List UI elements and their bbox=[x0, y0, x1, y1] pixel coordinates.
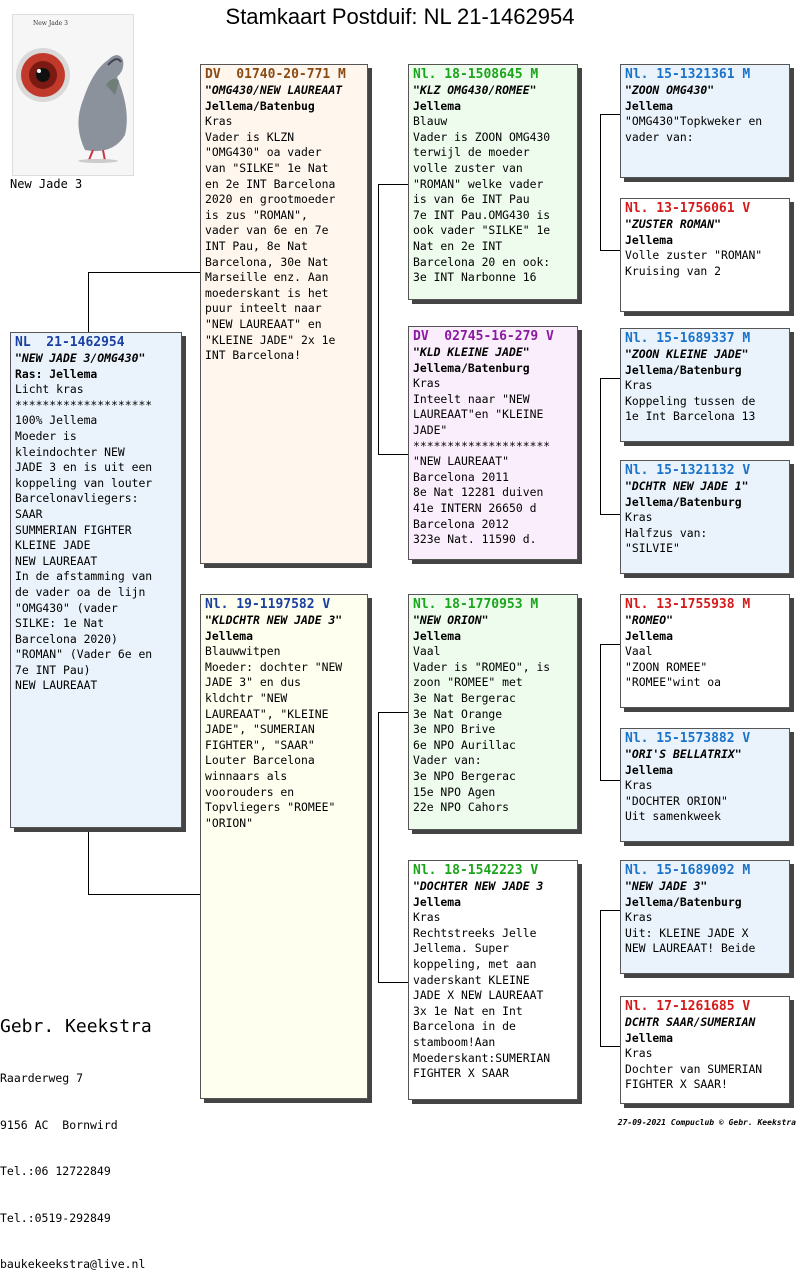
owner: Jellema bbox=[625, 762, 674, 777]
note-line: terwijl de moeder bbox=[413, 145, 530, 160]
note-line: Dochter van SUMERIAN bbox=[625, 1061, 763, 1076]
note-line: "ROMEE"wint oa bbox=[625, 675, 722, 690]
connector bbox=[600, 114, 601, 250]
owner: Jellema bbox=[413, 894, 462, 909]
ring-number: Nl. 15-1321132 V bbox=[625, 463, 751, 478]
note-line: SUMMERIAN FIGHTER bbox=[15, 522, 132, 537]
connector bbox=[378, 982, 408, 983]
connector bbox=[88, 272, 200, 273]
note-line: Nat en 2e INT bbox=[413, 238, 503, 253]
note-line: Kras bbox=[413, 376, 441, 391]
note-line: JADE 3 en is uit een bbox=[15, 460, 153, 475]
connector bbox=[600, 114, 620, 115]
note-line: Vader van: bbox=[413, 753, 482, 768]
mother-card bbox=[200, 594, 368, 1099]
connector bbox=[600, 780, 620, 781]
note-line: koppeling, met aan bbox=[413, 956, 537, 971]
note-line: kldchtr "NEW bbox=[205, 690, 288, 705]
note-line: "OMG430" (vader bbox=[15, 600, 118, 615]
note-line: puur inteelt naar bbox=[205, 301, 322, 316]
owner: Jellema bbox=[625, 628, 674, 643]
note-line: Barcelona 2020) bbox=[15, 631, 118, 646]
note-line: Halfzus van: bbox=[625, 525, 708, 540]
connector bbox=[88, 272, 89, 334]
owner: Jellema bbox=[625, 232, 674, 247]
note-line: Kras bbox=[625, 510, 653, 525]
connector bbox=[600, 378, 620, 379]
note-line: en 2e INT Barcelona bbox=[205, 176, 336, 191]
note-line: Moederskant:SUMERIAN bbox=[413, 1050, 551, 1065]
owner: Jellema bbox=[413, 628, 462, 643]
pigeon-name: DCHTR SAAR/SUMERIAN bbox=[625, 1015, 756, 1029]
note-line: JADE" bbox=[413, 422, 448, 437]
note-line: 41e INTERN 26650 d bbox=[413, 500, 537, 515]
note-line: stamboom!Aan bbox=[413, 1034, 496, 1049]
connector bbox=[88, 894, 200, 895]
pigeon-name: "NEW JADE 3" bbox=[625, 879, 708, 893]
connector bbox=[88, 828, 89, 894]
note-line: 7e INT Pau.OMG430 is bbox=[413, 207, 551, 222]
note-line: de vader oa de lijn bbox=[15, 584, 146, 599]
note-line: "SILVIE" bbox=[625, 541, 680, 556]
owner: Jellema/Batenburg bbox=[625, 494, 742, 509]
note-line: 7e INT Pau) bbox=[15, 662, 91, 677]
pigeon-name: "KLD KLEINE JADE" bbox=[413, 345, 530, 359]
owner: Jellema bbox=[625, 98, 674, 113]
note-line: van "SILKE" 1e Nat bbox=[205, 160, 329, 175]
note-line: vader van 6e en 7e bbox=[205, 223, 329, 238]
paternal-grandfather-card bbox=[408, 64, 578, 300]
connector bbox=[378, 712, 379, 982]
note-line: 323e Nat. 11590 d. bbox=[413, 532, 537, 547]
note-line: 6e NPO Aurillac bbox=[413, 737, 516, 752]
ring-number: Nl. 15-1689337 M bbox=[625, 331, 751, 346]
note-line: LAUREAAT"en "KLEINE bbox=[413, 407, 544, 422]
note-line: Vaal bbox=[625, 644, 653, 659]
ring-number: Nl. 19-1197582 V bbox=[205, 597, 331, 612]
pigeon-image bbox=[13, 15, 133, 175]
owner: Ras: Jellema bbox=[15, 366, 98, 381]
note-line: Rechtstreeks Jelle bbox=[413, 925, 537, 940]
note-line: Barcelona, 30e Nat bbox=[205, 254, 329, 269]
note-line: "ROMAN" welke vader bbox=[413, 176, 544, 191]
ring-number: DV 02745-16-279 V bbox=[413, 329, 554, 344]
note-line: "ORION" bbox=[205, 815, 254, 830]
owner: Jellema bbox=[625, 1030, 674, 1045]
ring-number: Nl. 15-1321361 M bbox=[625, 67, 751, 82]
note-line: SILKE: 1e Nat bbox=[15, 616, 105, 631]
note-line: NEW LAUREAAT bbox=[15, 678, 98, 693]
ggp-card-fmf bbox=[620, 328, 790, 442]
ggp-card-mfm bbox=[620, 728, 790, 842]
note-line: LAUREAAT", "KLEINE bbox=[205, 706, 329, 721]
note-line: zoon "ROMEE" met bbox=[413, 675, 523, 690]
note-line: "KLEINE JADE" 2x 1e bbox=[205, 332, 336, 347]
pigeon-name: "ZUSTER ROMAN" bbox=[625, 217, 722, 231]
connector bbox=[600, 644, 620, 645]
note-line: moederskant is het bbox=[205, 285, 329, 300]
breeder-name: Gebr. Keekstra bbox=[0, 1016, 152, 1037]
connector bbox=[600, 910, 620, 911]
note-line: Jellema. Super bbox=[413, 941, 510, 956]
note-line: JADE 3" en dus bbox=[205, 675, 302, 690]
note-line: 22e NPO Cahors bbox=[413, 800, 510, 815]
note-line: 2020 en grootmoeder bbox=[205, 192, 336, 207]
note-line: Kras bbox=[625, 378, 653, 393]
connector bbox=[378, 454, 408, 455]
pigeon-name: "NEW JADE 3/OMG430" bbox=[15, 351, 146, 365]
pigeon-photo bbox=[12, 14, 134, 176]
note-line: Vader is KLZN bbox=[205, 129, 295, 144]
note-line: 8e Nat 12281 duiven bbox=[413, 485, 544, 500]
pigeon-name: "DOCHTER NEW JADE 3 bbox=[413, 879, 544, 893]
pigeon-name: "DCHTR NEW JADE 1" bbox=[625, 479, 749, 493]
note-line: "ROMAN" (Vader 6e en bbox=[15, 647, 153, 662]
note-line: 3e Nat Orange bbox=[413, 706, 503, 721]
paternal-grandmother-card bbox=[408, 326, 578, 560]
note-line: Kras bbox=[625, 778, 653, 793]
ring-number: Nl. 15-1573882 V bbox=[625, 731, 751, 746]
ring-number: DV 01740-20-771 M bbox=[205, 67, 346, 82]
note-line: vaderskant KLEINE bbox=[413, 972, 530, 987]
note-line: ******************** bbox=[15, 397, 153, 412]
note-line: NEW LAUREAAT bbox=[15, 553, 98, 568]
ring-number: NL 21-1462954 bbox=[15, 335, 125, 350]
note-line: 15e NPO Agen bbox=[413, 784, 496, 799]
pigeon-name: "ORI'S BELLATRIX" bbox=[625, 747, 742, 761]
note-line: Vader is "ROMEO", is bbox=[413, 659, 551, 674]
note-line: FIGHTER", "SAAR" bbox=[205, 737, 315, 752]
ring-number: Nl. 18-1508645 M bbox=[413, 67, 539, 82]
note-line: Uit: KLEINE JADE X bbox=[625, 925, 749, 940]
ggp-card-ffm bbox=[620, 198, 790, 312]
note-line: INT Pau, 8e Nat bbox=[205, 238, 308, 253]
note-line: 3e NPO Brive bbox=[413, 722, 496, 737]
contact-line: Tel.:0519-292849 bbox=[0, 1210, 111, 1225]
note-line: In de afstamming van bbox=[15, 569, 153, 584]
pigeon-name: "KLDCHTR NEW JADE 3" bbox=[205, 613, 343, 627]
note-line: Marseille enz. Aan bbox=[205, 270, 329, 285]
note-line: voorouders en bbox=[205, 784, 295, 799]
note-line: Barcelona 2012 bbox=[413, 516, 510, 531]
note-line: ******************** bbox=[413, 438, 551, 453]
connector bbox=[378, 184, 379, 454]
pigeon-name: "ROMEO" bbox=[625, 613, 674, 627]
pigeon-name: "OMG430/NEW LAUREAAT bbox=[205, 83, 343, 97]
note-line: winnaars als bbox=[205, 768, 288, 783]
note-line: "ZOON ROMEE" bbox=[625, 659, 708, 674]
note-line: 3e NPO Bergerac bbox=[413, 768, 516, 783]
note-line: 3e INT Narbonne 16 bbox=[413, 270, 537, 285]
owner: Jellema/Batenburg bbox=[625, 894, 742, 909]
note-line: Kras bbox=[625, 1046, 653, 1061]
note-line: Inteelt naar "NEW bbox=[413, 391, 530, 406]
owner: Jellema bbox=[205, 628, 254, 643]
note-line: ook vader "SILKE" 1e bbox=[413, 223, 551, 238]
note-line: Licht kras bbox=[15, 382, 84, 397]
note-line: "OMG430" oa vader bbox=[205, 145, 322, 160]
note-line: JADE", "SUMERIAN bbox=[205, 722, 315, 737]
connector bbox=[378, 712, 408, 713]
pigeon-name: "ZOON OMG430" bbox=[625, 83, 715, 97]
owner: Jellema/Batenburg bbox=[413, 360, 530, 375]
note-line: FIGHTER X SAAR! bbox=[625, 1077, 728, 1092]
note-line: volle zuster van bbox=[413, 160, 523, 175]
note-line: Vader is ZOON OMG430 bbox=[413, 129, 551, 144]
note-line: Vaal bbox=[413, 644, 441, 659]
note-line: Moeder is bbox=[15, 428, 77, 443]
ggp-card-fff bbox=[620, 64, 790, 178]
note-line: 1e Int Barcelona 13 bbox=[625, 409, 756, 424]
note-line: Kras bbox=[205, 114, 233, 129]
note-line: Barcelonavliegers: bbox=[15, 491, 139, 506]
note-line: kleindochter NEW bbox=[15, 444, 125, 459]
note-line: Kras bbox=[413, 910, 441, 925]
connector bbox=[600, 1046, 620, 1047]
notes bbox=[15, 382, 177, 694]
ggp-card-mmm bbox=[620, 996, 790, 1104]
owner: Jellema bbox=[413, 98, 462, 113]
photo-caption: New Jade 3 bbox=[10, 177, 83, 191]
connector bbox=[600, 378, 601, 514]
subject-card bbox=[10, 332, 182, 828]
ring-number: Nl. 15-1689092 M bbox=[625, 863, 751, 878]
contact-line: Tel.:06 12722849 bbox=[0, 1164, 111, 1178]
note-line: Barcelona in de bbox=[413, 1019, 516, 1034]
father-card bbox=[200, 64, 368, 564]
note-line: "NEW LAUREAAT" bbox=[413, 454, 510, 469]
connector bbox=[378, 184, 408, 185]
pigeon-name: "ZOON KLEINE JADE" bbox=[625, 347, 749, 361]
note-line: vader van: bbox=[625, 129, 694, 144]
note-line: 3e Nat Bergerac bbox=[413, 690, 516, 705]
ggp-card-mff bbox=[620, 594, 790, 708]
owner: Jellema/Batenburg bbox=[625, 362, 742, 377]
pigeon-name: "KLZ OMG430/ROMEE" bbox=[413, 83, 537, 97]
maternal-grandmother-card bbox=[408, 860, 578, 1100]
owner: Jellema/Batenbug bbox=[205, 98, 315, 113]
maternal-grandfather-card bbox=[408, 594, 578, 830]
note-line: Topvliegers "ROMEE" bbox=[205, 800, 336, 815]
note-line: 100% Jellema bbox=[15, 413, 98, 428]
contact-line: 9156 AC Bornwird bbox=[0, 1117, 118, 1132]
ring-number: Nl. 18-1542223 V bbox=[413, 863, 539, 878]
credit-line: 27-09-2021 Compuclub © Gebr. Keekstra bbox=[617, 1118, 796, 1127]
note-line: SAAR bbox=[15, 506, 43, 521]
note-line: NEW LAUREAAT! Beide bbox=[625, 941, 756, 956]
note-line: KLEINE JADE bbox=[15, 538, 91, 553]
note-line: Barcelona 2011 bbox=[413, 469, 510, 484]
connector bbox=[600, 250, 620, 251]
contact-line: Raarderweg 7 bbox=[0, 1071, 84, 1085]
note-line: Blauw bbox=[413, 114, 448, 129]
ring-number: Nl. 13-1756061 V bbox=[625, 201, 751, 216]
note-line: INT Barcelona! bbox=[205, 348, 302, 363]
note-line: Uit samenkweek bbox=[625, 809, 722, 824]
note-line: Volle zuster "ROMAN" bbox=[625, 248, 763, 263]
ring-number: Nl. 18-1770953 M bbox=[413, 597, 539, 612]
ggp-card-fmm bbox=[620, 460, 790, 574]
note-line: Moeder: dochter "NEW bbox=[205, 659, 343, 674]
note-line: Blauwwitpen bbox=[205, 644, 281, 659]
note-line: Louter Barcelona bbox=[205, 753, 315, 768]
pigeon-name: "NEW ORION" bbox=[413, 613, 489, 627]
note-line: 3x 1e Nat en Int bbox=[413, 1003, 523, 1018]
breeder-contact bbox=[0, 1040, 145, 1288]
ring-number: Nl. 13-1755938 M bbox=[625, 597, 751, 612]
connector bbox=[600, 910, 601, 1046]
note-line: koppeling van louter bbox=[15, 475, 153, 490]
contact-email[interactable]: baukekeekstra@live.nl bbox=[0, 1257, 146, 1271]
note-line: Koppeling tussen de bbox=[625, 393, 756, 408]
note-line: is van 6e INT Pau bbox=[413, 192, 530, 207]
note-line: "OMG430"Topkweker en bbox=[625, 114, 763, 129]
connector bbox=[600, 514, 620, 515]
page-title: Stamkaart Postduif: NL 21-1462954 bbox=[225, 4, 575, 29]
connector bbox=[600, 644, 601, 780]
note-line: JADE X NEW LAUREAAT bbox=[413, 988, 544, 1003]
ggp-card-mmf bbox=[620, 860, 790, 974]
note-line: "NEW LAUREAAT" en bbox=[205, 316, 322, 331]
note-line: "DOCHTER ORION" bbox=[625, 793, 728, 808]
note-line: Barcelona 20 en ook: bbox=[413, 254, 551, 269]
note-line: is zus "ROMAN", bbox=[205, 207, 308, 222]
note-line: Kruising van 2 bbox=[625, 263, 722, 278]
ring-number: Nl. 17-1261685 V bbox=[625, 999, 751, 1014]
note-line: Kras bbox=[625, 910, 653, 925]
photo-text: New Jade 3 bbox=[33, 20, 68, 27]
note-line: FIGHTER X SAAR bbox=[413, 1066, 510, 1081]
